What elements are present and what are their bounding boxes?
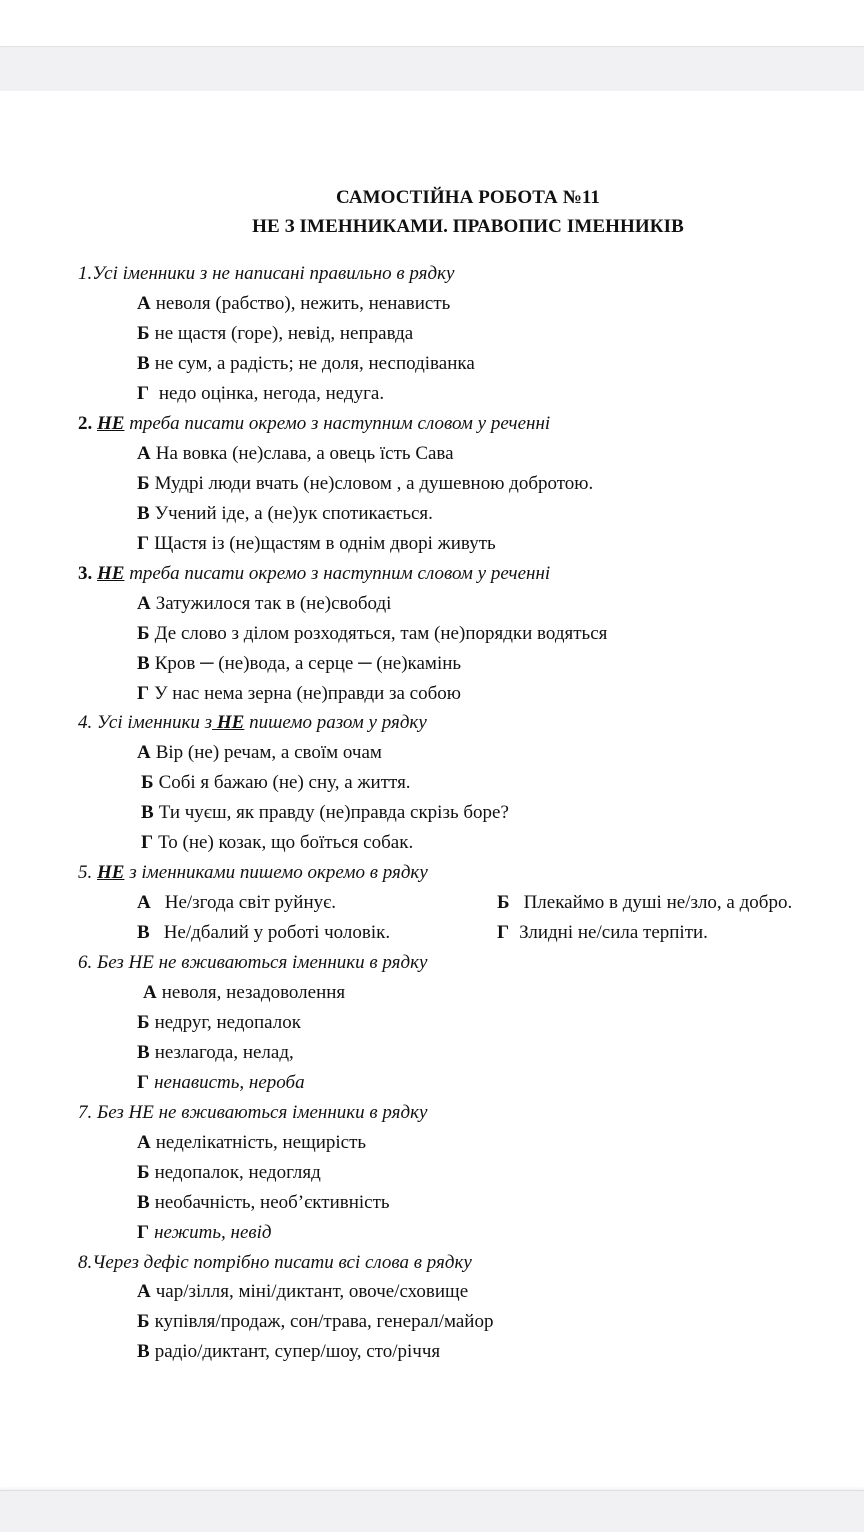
option-1b: Б не щастя (горе), невід, неправда [137, 323, 414, 344]
question-7: 7. Без НЕ не вживаються іменники в рядку [78, 1102, 428, 1123]
option-4c: В Ти чуєш, як правду (не)правда скрізь боре? [141, 802, 509, 823]
option-3c: В Кров ─ (не)вода, а серце ─ (не)камінь [137, 653, 462, 674]
option-3b: Б Де слово з ділом розходяться, там (не)порядки водяться [137, 623, 608, 644]
option-8c: В радіо/диктант, супер/шоу, сто/річчя [137, 1341, 441, 1362]
question-3: 3. НЕ треба писати окремо з наступним словом у реченні [78, 563, 551, 584]
question-6: 6. Без НЕ не вживаються іменники в рядку [78, 952, 428, 973]
viewer-top-bar [0, 46, 864, 91]
viewer-bottom-bar [0, 1490, 864, 1532]
document-page [0, 91, 864, 1489]
option-6c: В незлагода, нелад, [137, 1042, 294, 1063]
option-2b: Б Мудрі люди вчать (не)словом , а душевною добротою. [137, 473, 594, 494]
option-1d: Г недо оцінка, негода, недуга. [137, 383, 385, 404]
page-subtitle: НЕ З ІМЕННИКАМИ. ПРАВОПИС ІМЕННИКІВ [252, 216, 684, 237]
option-1c: В не сум, а радість; не доля, несподіванка [137, 353, 475, 374]
option-2d: Г Щастя із (не)щастям в однім дворі живуть [137, 533, 496, 554]
question-5: 5. НЕ з іменниками пишемо окремо в рядку [78, 862, 428, 883]
question-1: 1.Усі іменники з не написані правильно в рядку [78, 263, 455, 284]
option-8b: Б купівля/продаж, сон/трава, генерал/майор [137, 1311, 494, 1332]
option-4a: А Вір (не) речам, а своїм очам [137, 742, 382, 763]
option-2a: А На вовка (не)слава, а овець їсть Сава [137, 443, 454, 464]
option-4b: Б Собі я бажаю (не) сну, а життя. [141, 772, 411, 793]
option-2c: В Учений іде, а (не)ук спотикається. [137, 503, 433, 524]
option-8a: А чар/зілля, міні/диктант, овоче/сховище [137, 1281, 469, 1302]
question-8: 8.Через дефіс потрібно писати всі слова в рядку [78, 1252, 472, 1273]
option-5c: В Не/дбалий у роботі чоловік. [137, 922, 391, 943]
option-4d: Г То (не) козак, що боїться собак. [141, 832, 414, 853]
option-3d: Г У нас нема зерна (не)правди за собою [137, 683, 461, 704]
option-5a: А Не/згода світ руйнує. [137, 892, 337, 913]
option-6b: Б недруг, недопалок [137, 1012, 301, 1033]
option-7b: Б недопалок, недогляд [137, 1162, 321, 1183]
option-6d: Г ненависть, нероба [137, 1072, 305, 1093]
viewer-top-margin [0, 0, 864, 46]
question-2: 2. НЕ треба писати окремо з наступним словом у реченні [78, 413, 551, 434]
option-7a: А неделікатність, нещирість [137, 1132, 367, 1153]
option-6a: А неволя, незадоволення [143, 982, 346, 1003]
option-5d: Г Злидні не/сила терпіти. [497, 922, 708, 943]
option-3a: А Затужилося так в (не)свободі [137, 593, 392, 614]
question-4: 4. Усі іменники з НЕ пишемо разом у рядку [78, 712, 427, 733]
option-7d: Г нежить, невід [137, 1222, 272, 1243]
option-7c: В необачність, необ’єктивність [137, 1192, 390, 1213]
option-5b: Б Плекаймо в душі не/зло, а добро. [497, 892, 793, 913]
option-1a: А неволя (рабство), нежить, ненависть [137, 293, 451, 314]
page-title: САМОСТІЙНА РОБОТА №11 [335, 187, 601, 208]
